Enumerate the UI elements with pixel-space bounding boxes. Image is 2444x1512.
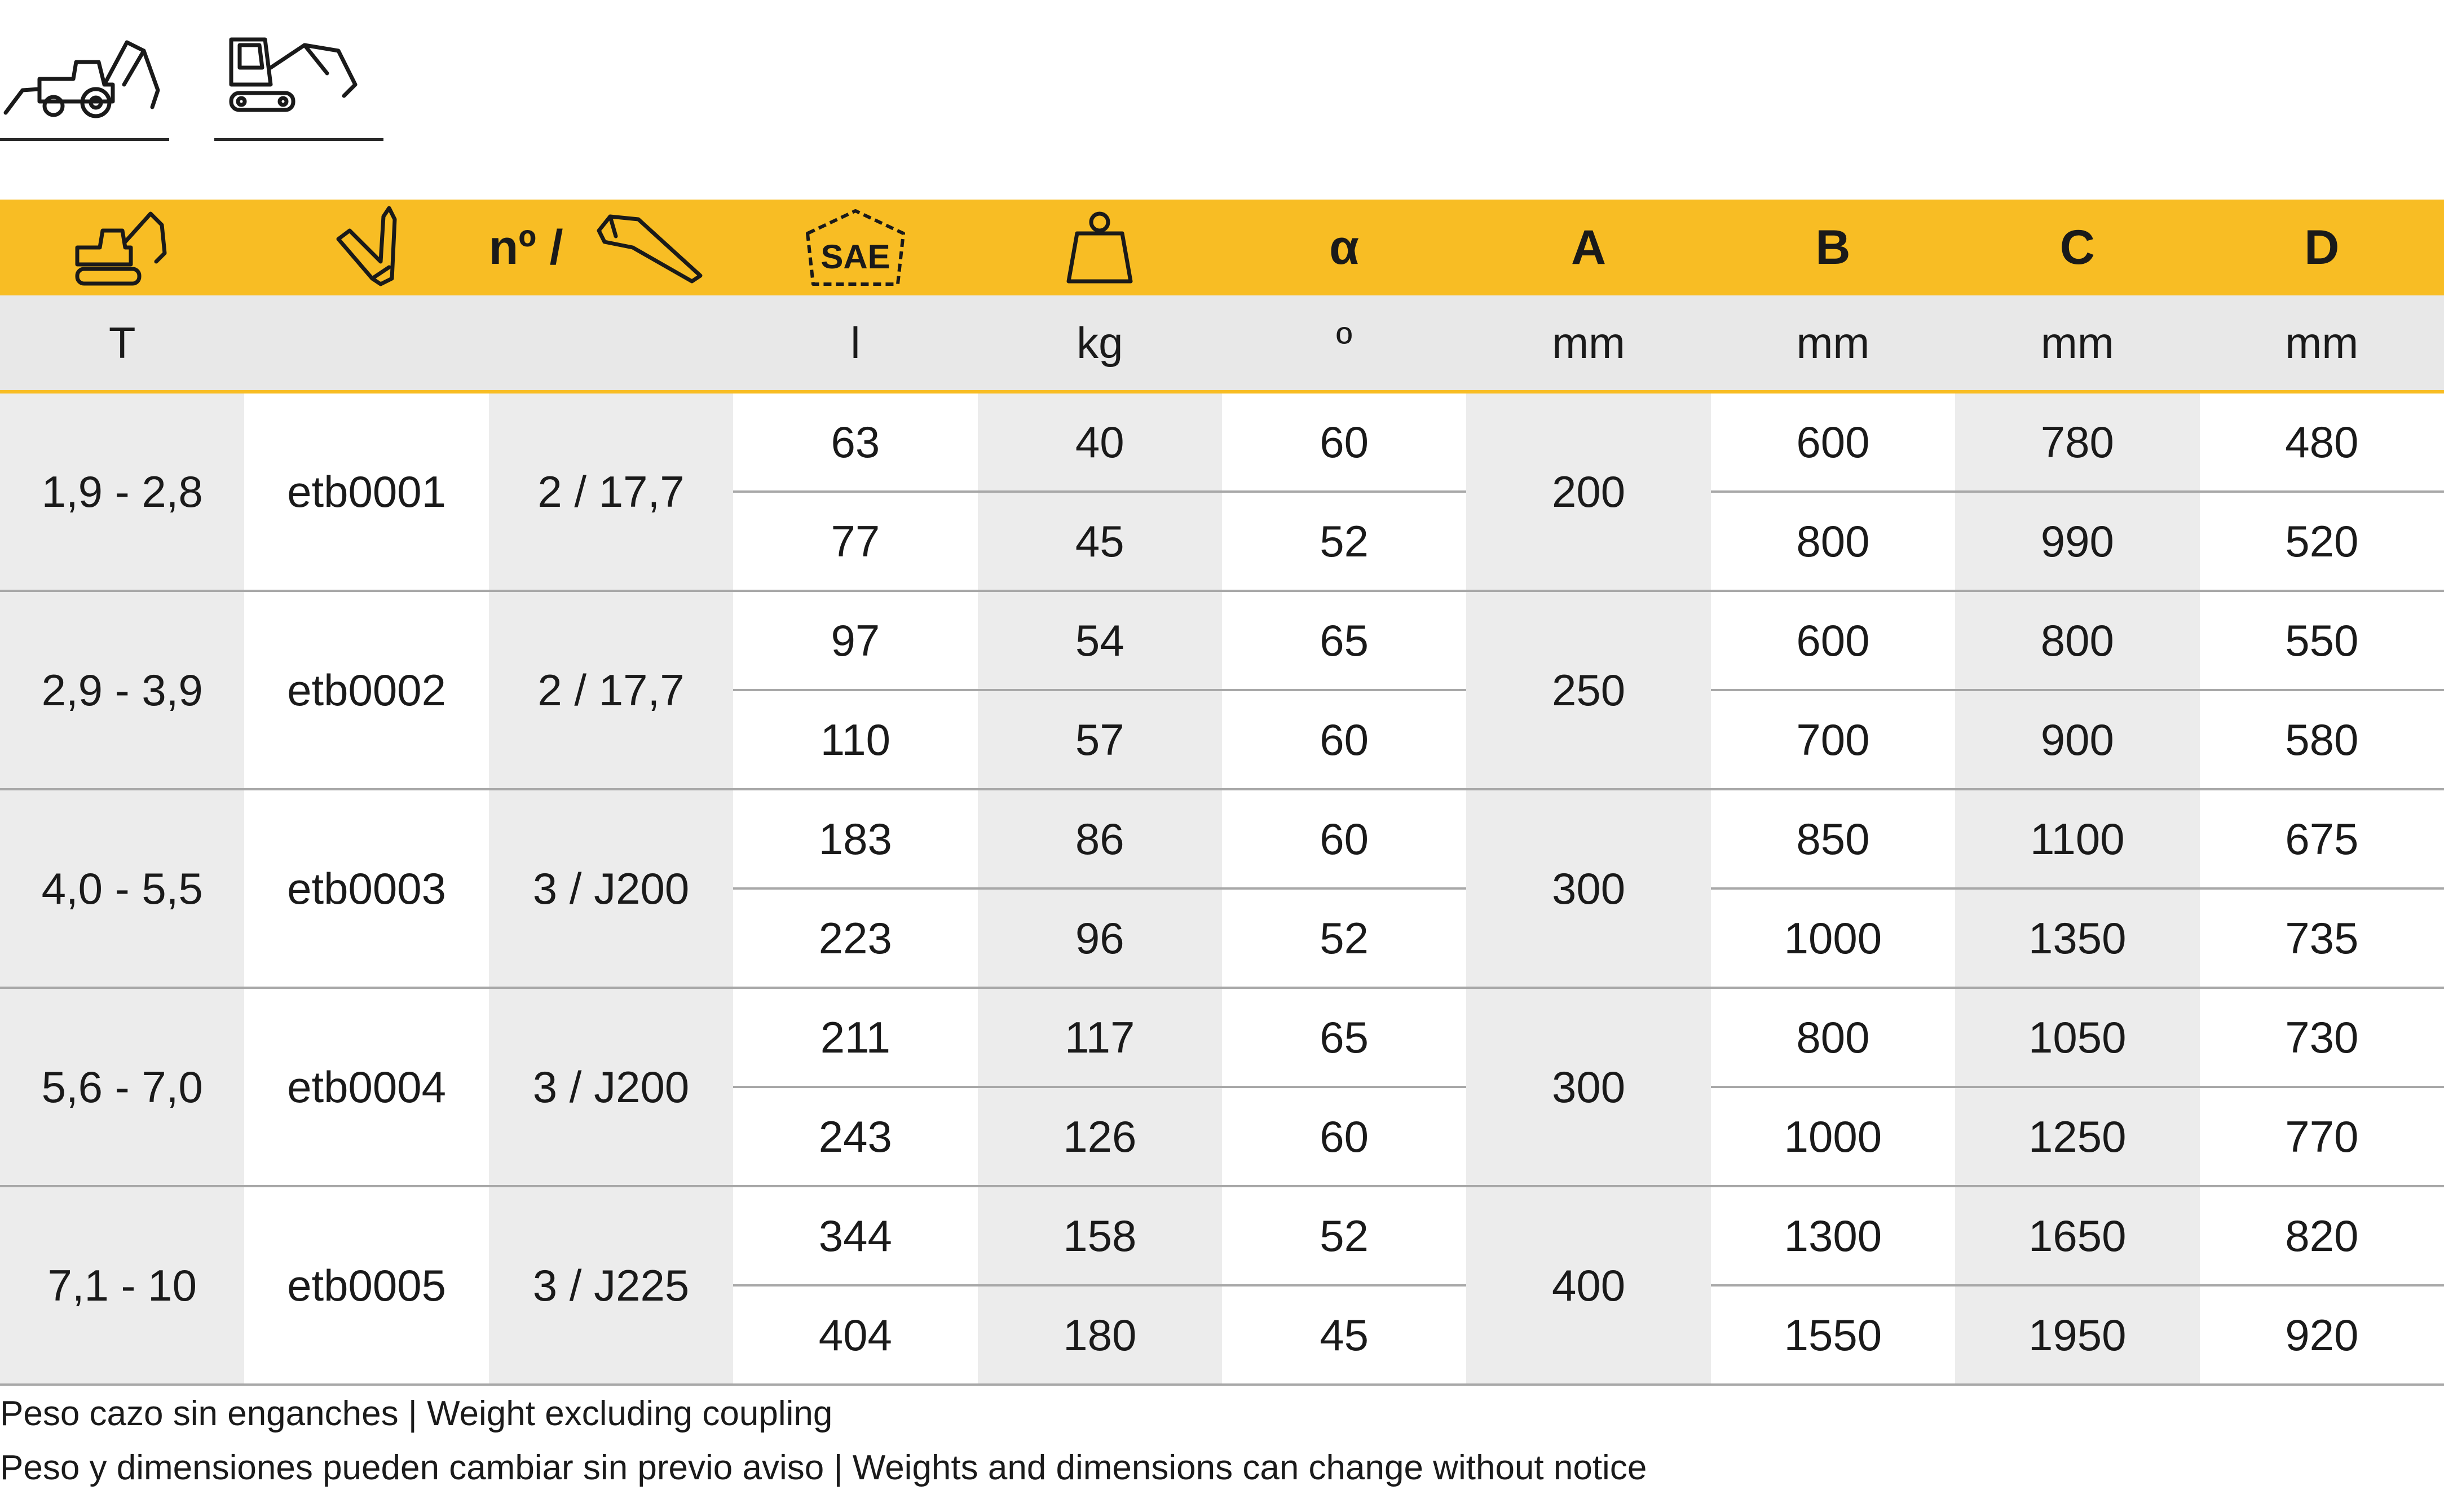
- header-d: D: [2200, 200, 2444, 295]
- cell-capacity: 344: [733, 1186, 977, 1285]
- header-a: A: [1466, 200, 1710, 295]
- unit-d: mm: [2200, 295, 2444, 392]
- cell-code: etb0005: [244, 1186, 488, 1385]
- cell-angle: 52: [1222, 1186, 1466, 1285]
- cell-weight: 86: [978, 789, 1222, 888]
- sae-capacity-icon: [802, 205, 909, 290]
- header-angle: α: [1222, 200, 1466, 295]
- unit-c: mm: [1955, 295, 2199, 392]
- cell-teeth: 2 / 17,7: [489, 591, 733, 789]
- cell-weight: 158: [978, 1186, 1222, 1285]
- header-c: C: [1955, 200, 2199, 295]
- cell-c: 780: [1955, 392, 2199, 492]
- cell-capacity: 97: [733, 591, 977, 690]
- footnote-weight: Peso cazo sin enganches | Weight excluding coupling: [0, 1394, 833, 1433]
- table-row: [0, 1186, 2444, 1285]
- cell-code: etb0002: [244, 591, 488, 789]
- bucket-icon: [327, 205, 406, 290]
- cell-teeth: 3 / J225: [489, 1186, 733, 1385]
- cell-d: 730: [2200, 988, 2444, 1087]
- cell-c: 900: [1955, 690, 2199, 789]
- units-row: [0, 295, 2444, 392]
- cell-teeth: 3 / J200: [489, 988, 733, 1186]
- cell-b: 800: [1711, 988, 1955, 1087]
- cell-capacity: 77: [733, 492, 977, 591]
- cell-c: 800: [1955, 591, 2199, 690]
- header-weight: [978, 200, 1222, 295]
- cell-capacity: 63: [733, 392, 977, 492]
- cell-tonnage: 5,6 - 7,0: [0, 988, 244, 1186]
- cell-d: 580: [2200, 690, 2444, 789]
- cell-weight: 45: [978, 492, 1222, 591]
- mini-excavator-icon: [214, 28, 383, 141]
- unit-weight: kg: [978, 295, 1222, 392]
- cell-angle: 65: [1222, 988, 1466, 1087]
- cell-c: 1350: [1955, 888, 2199, 988]
- cell-weight: 57: [978, 690, 1222, 789]
- cell-angle: 52: [1222, 888, 1466, 988]
- cell-b: 800: [1711, 492, 1955, 591]
- cell-a: 300: [1466, 789, 1710, 988]
- cell-c: 990: [1955, 492, 2199, 591]
- cell-b: 1550: [1711, 1285, 1955, 1385]
- cell-b: 600: [1711, 591, 1955, 690]
- cell-b: 1000: [1711, 888, 1955, 988]
- cell-d: 675: [2200, 789, 2444, 888]
- cell-capacity: 211: [733, 988, 977, 1087]
- cell-c: 1050: [1955, 988, 2199, 1087]
- cell-code: etb0004: [244, 988, 488, 1186]
- header-capacity: [733, 200, 977, 295]
- cell-weight: 180: [978, 1285, 1222, 1385]
- cell-code: etb0001: [244, 392, 488, 591]
- unit-a: mm: [1466, 295, 1710, 392]
- cell-angle: 60: [1222, 1087, 1466, 1186]
- footnotes: [0, 1387, 1647, 1495]
- cell-tonnage: 2,9 - 3,9: [0, 591, 244, 789]
- cell-d: 520: [2200, 492, 2444, 591]
- cell-a: 200: [1466, 392, 1710, 591]
- cell-capacity: 404: [733, 1285, 977, 1385]
- cell-d: 480: [2200, 392, 2444, 492]
- cell-weight: 126: [978, 1087, 1222, 1186]
- cell-d: 820: [2200, 1186, 2444, 1285]
- unit-angle: º: [1222, 295, 1466, 392]
- cell-teeth: 2 / 17,7: [489, 392, 733, 591]
- cell-weight: 96: [978, 888, 1222, 988]
- cell-code: etb0003: [244, 789, 488, 988]
- cell-c: 1250: [1955, 1087, 2199, 1186]
- header-teeth: [489, 200, 733, 295]
- cell-b: 600: [1711, 392, 1955, 492]
- cell-c: 1100: [1955, 789, 2199, 888]
- cell-a: 250: [1466, 591, 1710, 789]
- cell-angle: 60: [1222, 789, 1466, 888]
- table-row: [0, 392, 2444, 492]
- cell-c: 1950: [1955, 1285, 2199, 1385]
- cell-angle: 60: [1222, 392, 1466, 492]
- cell-b: 850: [1711, 789, 1955, 888]
- cell-tonnage: 1,9 - 2,8: [0, 392, 244, 591]
- bucket-spec-table: [0, 200, 2444, 1386]
- unit-teeth: [489, 295, 733, 392]
- cell-a: 300: [1466, 988, 1710, 1186]
- cell-c: 1650: [1955, 1186, 2199, 1285]
- cell-weight: 54: [978, 591, 1222, 690]
- cell-d: 550: [2200, 591, 2444, 690]
- header-b: B: [1711, 200, 1955, 295]
- table-row: [0, 988, 2444, 1087]
- tooth-icon: [593, 208, 706, 287]
- cell-weight: 117: [978, 988, 1222, 1087]
- unit-tonnage: T: [0, 295, 244, 392]
- cell-capacity: 183: [733, 789, 977, 888]
- cell-tonnage: 7,1 - 10: [0, 1186, 244, 1385]
- header-code: [244, 200, 488, 295]
- machine-types: [0, 0, 395, 147]
- cell-capacity: 243: [733, 1087, 977, 1186]
- cell-tonnage: 4,0 - 5,5: [0, 789, 244, 988]
- footnote-change: Peso y dimensiones pueden cambiar sin previo aviso | Weights and dimensions can change without notice: [0, 1448, 1647, 1487]
- cell-angle: 65: [1222, 591, 1466, 690]
- table-row: [0, 789, 2444, 888]
- cell-angle: 60: [1222, 690, 1466, 789]
- unit-b: mm: [1711, 295, 1955, 392]
- cell-a: 400: [1466, 1186, 1710, 1385]
- cell-d: 735: [2200, 888, 2444, 988]
- header-icon-row: [0, 200, 2444, 295]
- weight-icon: [1063, 208, 1136, 287]
- cell-b: 1300: [1711, 1186, 1955, 1285]
- unit-capacity: l: [733, 295, 977, 392]
- excavator-icon: [72, 208, 173, 287]
- cell-capacity: 223: [733, 888, 977, 988]
- cell-capacity: 110: [733, 690, 977, 789]
- cell-b: 700: [1711, 690, 1955, 789]
- cell-d: 920: [2200, 1285, 2444, 1385]
- cell-b: 1000: [1711, 1087, 1955, 1186]
- cell-angle: 45: [1222, 1285, 1466, 1385]
- cell-d: 770: [2200, 1087, 2444, 1186]
- header-tonnage: [0, 200, 244, 295]
- cell-angle: 52: [1222, 492, 1466, 591]
- cell-weight: 40: [978, 392, 1222, 492]
- table-row: [0, 591, 2444, 690]
- svg-text:SAE: SAE: [820, 238, 890, 276]
- header-teeth-label: nº /: [488, 220, 563, 275]
- cell-teeth: 3 / J200: [489, 789, 733, 988]
- backhoe-loader-icon: [0, 28, 169, 141]
- unit-code: [244, 295, 488, 392]
